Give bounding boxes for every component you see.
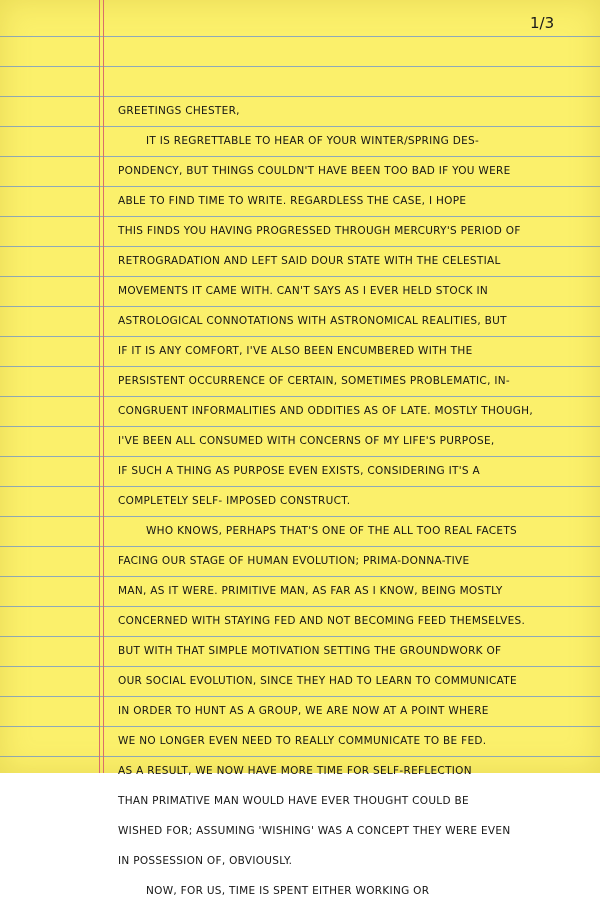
letter-line: CONGRUENT INFORMALITIES AND ODDITIES AS OF LATE. MOSTLY THOUGH, [118,405,533,417]
letter-line: WISHED FOR; ASSUMING 'WISHING' WAS A CONCEPT THEY WERE EVEN [118,825,511,837]
letter-line: RETROGRADATION AND LEFT SAID DOUR STATE WITH THE CELESTIAL [118,255,501,267]
page-number: 1/3 [530,14,555,32]
letter-line: IF IT IS ANY COMFORT, I'VE ALSO BEEN ENCUMBERED WITH THE [118,345,473,357]
margin-line [99,0,100,773]
letter-line: IF SUCH A THING AS PURPOSE EVEN EXISTS, CONSIDERING IT'S A [118,465,480,477]
letter-line: NOW, FOR US, TIME IS SPENT EITHER WORKING OR [146,885,430,897]
letter-line: WHO KNOWS, PERHAPS THAT'S ONE OF THE ALL TOO REAL FACETS [146,525,517,537]
letter-line: OUR SOCIAL EVOLUTION, SINCE THEY HAD TO LEARN TO COMMUNICATE [118,675,517,687]
letter-line: CONCERNED WITH STAYING FED AND NOT BECOMING FEED THEMSELVES. [118,615,526,627]
letter-line: IN POSSESSION OF, OBVIOUSLY. [118,855,293,867]
letter-line: WE NO LONGER EVEN NEED TO REALLY COMMUNICATE TO BE FED. [118,735,487,747]
letter-line: BUT WITH THAT SIMPLE MOTIVATION SETTING THE GROUNDWORK OF [118,645,502,657]
letter-line: AS A RESULT, WE NOW HAVE MORE TIME FOR SELF-REFLECTION [118,765,472,777]
letter-line: ASTROLOGICAL CONNOTATIONS WITH ASTRONOMICAL REALITIES, BUT [118,315,507,327]
handwritten-letter [118,96,593,906]
letter-line: I'VE BEEN ALL CONSUMED WITH CONCERNS OF MY LIFE'S PURPOSE, [118,435,495,447]
letter-line: COMPLETELY SELF- IMPOSED CONSTRUCT. [118,495,351,507]
letter-line: PERSISTENT OCCURRENCE OF CERTAIN, SOMETIMES PROBLEMATIC, IN- [118,375,510,387]
letter-line: IN ORDER TO HUNT AS A GROUP, WE ARE NOW AT A POINT WHERE [118,705,489,717]
letter-line: MAN, AS IT WERE. PRIMITIVE MAN, AS FAR AS I KNOW, BEING MOSTLY [118,585,503,597]
letter-greeting: GREETINGS CHESTER, [118,105,240,117]
letter-line: THAN PRIMATIVE MAN WOULD HAVE EVER THOUGHT COULD BE [118,795,469,807]
letter-line: FACING OUR STAGE OF HUMAN EVOLUTION; PRIMA-DONNA-TIVE [118,555,470,567]
margin-line [103,0,104,773]
letter-line: ABLE TO FIND TIME TO WRITE. REGARDLESS THE CASE, I HOPE [118,195,467,207]
letter-line: PONDENCY, BUT THINGS COULDN'T HAVE BEEN TOO BAD IF YOU WERE [118,165,511,177]
letter-body [118,126,593,906]
letter-line: THIS FINDS YOU HAVING PROGRESSED THROUGH MERCURY'S PERIOD OF [118,225,521,237]
letter-line: IT IS REGRETTABLE TO HEAR OF YOUR WINTER/SPRING DES- [146,135,480,147]
letter-line: MOVEMENTS IT CAME WITH. CAN'T SAYS AS I EVER HELD STOCK IN [118,285,489,297]
